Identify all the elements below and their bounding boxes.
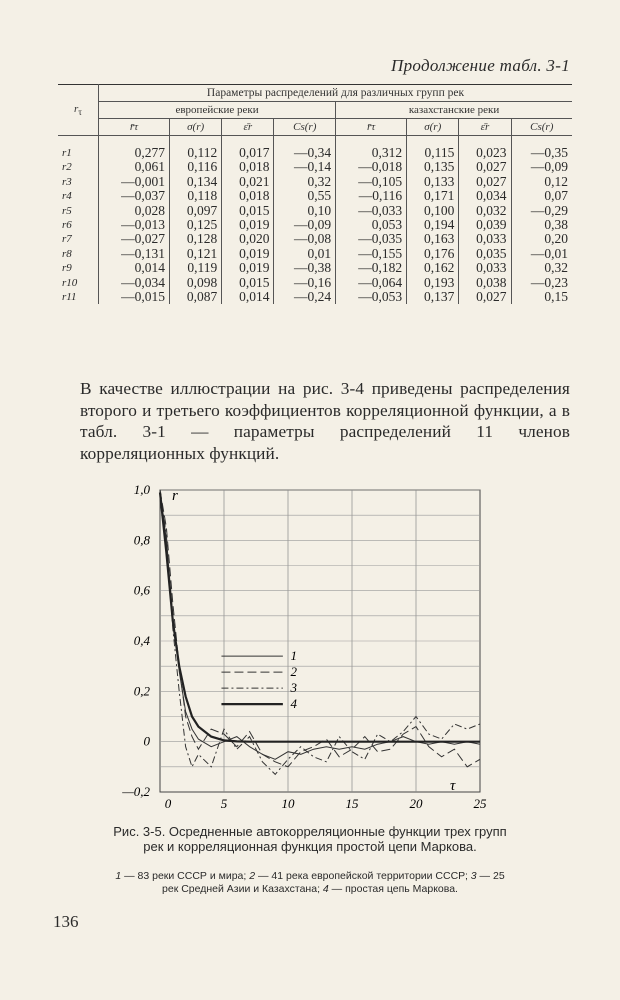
table-cell: 0,033	[459, 261, 511, 275]
x-axis-label: τ	[450, 778, 456, 794]
table-cell: —0,053	[336, 290, 407, 304]
table-cell: 0,312	[336, 136, 407, 161]
table-cell: —0,013	[99, 218, 170, 232]
table-cell: 0,119	[170, 261, 222, 275]
table-cell: —0,24	[274, 290, 336, 304]
table-cell: 0,115	[407, 136, 459, 161]
y-tick-label: 0,6	[133, 582, 150, 598]
table-cell: 0,171	[407, 189, 459, 203]
table-cell: 0,112	[170, 136, 222, 161]
row-label: r1	[58, 136, 99, 161]
table-row	[58, 232, 572, 246]
table-cell: 0,097	[170, 204, 222, 218]
table-cell: 0,027	[459, 290, 511, 304]
table-cell: 0,20	[544, 231, 568, 247]
table-cell: 0,12	[544, 173, 568, 189]
subgroup-european: европейские реки	[99, 102, 336, 119]
y-axis-label: r	[172, 488, 178, 504]
table-cell: 0,128	[170, 232, 222, 246]
column-header: Cs(r)	[511, 119, 572, 136]
table-cell: 0,01	[274, 247, 336, 261]
legend-number: 4	[322, 882, 329, 895]
table-cell: —0,035	[336, 232, 407, 246]
table-cell: 0,10	[274, 204, 336, 218]
y-tick-label: 0,4	[133, 633, 150, 648]
legend-label-4: 4	[290, 696, 298, 712]
table-cell: —0,23	[530, 274, 568, 290]
chart-legend	[221, 648, 297, 711]
table-cell: 0,015	[222, 276, 274, 290]
row-header-label: r	[74, 102, 79, 115]
legend-number: 2	[249, 870, 256, 882]
table-row	[58, 175, 572, 189]
row-label: r11	[58, 290, 99, 304]
table-cell: —0,09	[530, 159, 568, 175]
group-header: Параметры распределений для различных групп рек	[99, 85, 573, 102]
subgroup-kazakh: казахстанские реки	[336, 102, 572, 119]
table-cell: —0,09	[274, 218, 336, 232]
autocorrelation-chart	[0, 470, 620, 820]
table-cell: —0,35	[530, 145, 568, 160]
x-tick-label: 20	[409, 796, 423, 811]
table-cell: —0,08	[274, 232, 336, 246]
body-paragraph	[80, 378, 570, 464]
table-cell: 0,162	[407, 261, 459, 275]
chart-grid	[160, 490, 480, 792]
table-cell: 0,019	[222, 261, 274, 275]
chart-lines	[160, 490, 480, 774]
table-cell: 0,038	[459, 276, 511, 290]
legend-label-1: 1	[290, 648, 298, 664]
table-cell: 0,033	[459, 232, 511, 246]
legend-label-2: 2	[290, 664, 298, 680]
y-tick-label: 0	[143, 733, 150, 749]
table-row	[58, 204, 572, 218]
figure-legend	[112, 870, 508, 895]
table-cell: 0,07	[544, 188, 568, 204]
series-line-2	[160, 490, 480, 767]
table-cell: 0,019	[222, 247, 274, 261]
table-cell: 0,039	[459, 218, 511, 232]
table-cell: —0,14	[274, 160, 336, 174]
figure-caption: Рис. 3-5. Осредненные автокорреляционные функции трех групп рек и корреляционная функция простой цепи Маркова.	[113, 824, 507, 854]
y-tick-label: 0,8	[133, 532, 150, 548]
table-cell: 0,163	[407, 232, 459, 246]
table-cell: 0,028	[99, 204, 170, 218]
series-line-1	[160, 490, 480, 759]
table-cell: —0,034	[99, 276, 170, 290]
table-cell: 0,020	[222, 232, 274, 246]
table-cell: 0,023	[459, 136, 511, 161]
table-cell: 0,134	[170, 175, 222, 189]
table-cell: —0,064	[336, 276, 407, 290]
table-row	[58, 261, 572, 275]
row-header-sub: τ	[78, 107, 82, 118]
row-label: r2	[58, 160, 99, 174]
table-cell: —0,001	[99, 175, 170, 189]
table-cell: 0,018	[222, 160, 274, 174]
table-cell: 0,021	[222, 175, 274, 189]
column-header: Cs(r)	[274, 119, 336, 136]
table-row	[58, 276, 572, 290]
table-cell: 0,193	[407, 276, 459, 290]
table-cell: 0,014	[222, 290, 274, 304]
row-label: r8	[58, 247, 99, 261]
table-cell: —0,155	[336, 247, 407, 261]
table-cell: —0,01	[530, 245, 568, 261]
table-cell: —0,131	[99, 247, 170, 261]
table-cell: 0,027	[459, 160, 511, 174]
table-cell: —0,037	[99, 189, 170, 203]
table-cell: 0,38	[544, 217, 568, 233]
page-number: 136	[53, 912, 79, 931]
table-cell: 0,014	[99, 261, 170, 275]
table-cell: 0,125	[170, 218, 222, 232]
table-cell: —0,018	[336, 160, 407, 174]
table-cell: 0,034	[459, 189, 511, 203]
table-cell: 0,15	[544, 289, 568, 305]
table-cell: —0,29	[530, 202, 568, 218]
table-cell: 0,55	[274, 189, 336, 203]
table-cell: 0,176	[407, 247, 459, 261]
table-cell: —0,182	[336, 261, 407, 275]
table-cell: 0,087	[170, 290, 222, 304]
table-cell: 0,053	[336, 218, 407, 232]
x-tick-label: 5	[220, 796, 228, 811]
table-cell: 0,100	[407, 204, 459, 218]
table-cell: 0,32	[274, 175, 336, 189]
legend-number: 1	[115, 870, 122, 882]
x-tick-label: 15	[345, 796, 359, 811]
table-cell: 0,121	[170, 247, 222, 261]
table-cell: 0,137	[407, 290, 459, 304]
table-cell: 0,027	[459, 175, 511, 189]
table-cell: —0,116	[336, 189, 407, 203]
table-cell: 0,32	[544, 260, 568, 276]
table-continuation-caption: Продолжение табл. 3-1	[391, 56, 570, 75]
table-cell: 0,017	[222, 136, 274, 161]
series-line-4	[160, 493, 480, 742]
table-row	[58, 136, 572, 161]
column-header: ε̄r	[459, 119, 511, 136]
x-tick-label: 10	[281, 796, 295, 811]
row-header-cell	[58, 85, 99, 136]
row-label: r4	[58, 189, 99, 203]
x-tick-label: 0	[164, 796, 172, 811]
table-cell: —0,105	[336, 175, 407, 189]
table-cell: 0,098	[170, 276, 222, 290]
table-cell: —0,027	[99, 232, 170, 246]
legend-label-3: 3	[290, 680, 298, 696]
table-cell: 0,019	[222, 218, 274, 232]
row-label: r5	[58, 204, 99, 218]
table-cell: —0,015	[99, 290, 170, 304]
table-cell: 0,018	[222, 189, 274, 203]
table-cell: —0,38	[274, 261, 336, 275]
y-tick-label: 1,0	[133, 482, 150, 497]
legend-text: — 83 реки СССР и мира;	[121, 870, 250, 882]
row-label: r10	[58, 276, 99, 290]
x-tick-label: 25	[473, 796, 487, 811]
row-label: r7	[58, 232, 99, 246]
parameters-table	[58, 84, 572, 304]
column-header: r̄τ	[336, 119, 407, 136]
column-header: r̄τ	[99, 119, 170, 136]
table-cell: 0,135	[407, 160, 459, 174]
table-cell: 0,118	[170, 189, 222, 203]
table-cell: 0,061	[99, 160, 170, 174]
table-cell: 0,035	[459, 247, 511, 261]
legend-number: 3	[470, 870, 477, 882]
series-line-3	[160, 490, 480, 774]
legend-text: — 41 река европейской территории СССР;	[255, 870, 471, 882]
column-header: σ(r)	[170, 119, 222, 136]
table-row	[58, 247, 572, 261]
table-row	[58, 218, 572, 232]
table-row	[58, 290, 572, 304]
table-cell: —0,16	[274, 276, 336, 290]
table-cell: —0,34	[274, 136, 336, 161]
paragraph-text: В качестве иллюстрации на рис. 3-4 приведены распределения второго и третьего коэффициентов корреляционной функции, а в табл. 3-1 — параметры распределений 11 членов корреляционных функций.	[80, 379, 570, 463]
row-label: r3	[58, 175, 99, 189]
table-cell: 0,194	[407, 218, 459, 232]
row-label: r6	[58, 218, 99, 232]
row-label: r9	[58, 261, 99, 275]
table-row	[58, 189, 572, 203]
table-cell: 0,277	[99, 136, 170, 161]
y-tick-label: 0,2	[133, 683, 150, 699]
table-row	[58, 160, 572, 174]
table-cell: —0,033	[336, 204, 407, 218]
table-cell: 0,015	[222, 204, 274, 218]
legend-text: — простая цепь Маркова.	[328, 882, 458, 895]
legend-text: — 25 рек Средней Азии и Казахстана;	[162, 870, 505, 895]
table-cell: 0,032	[459, 204, 511, 218]
column-header: σ(r)	[407, 119, 459, 136]
column-header: ε̄r	[222, 119, 274, 136]
y-tick-label: —0,2	[122, 784, 150, 799]
table-cell: 0,116	[170, 160, 222, 174]
table-cell: 0,133	[407, 175, 459, 189]
